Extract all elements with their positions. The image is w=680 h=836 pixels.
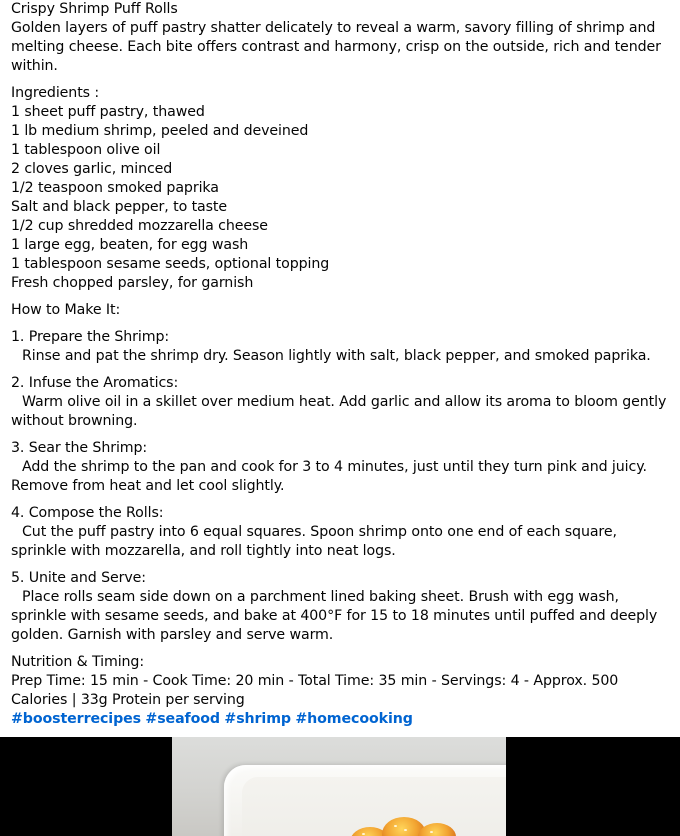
step-title: 4. Compose the Rolls:: [11, 505, 164, 521]
nutrition-section: [11, 653, 668, 710]
ingredients-heading: Ingredients :: [11, 85, 100, 101]
hashtag-link[interactable]: #homecooking: [295, 711, 413, 727]
step-3: [11, 439, 668, 496]
ingredient-item: 1 large egg, beaten, for egg wash: [11, 237, 249, 253]
post-media[interactable]: [0, 737, 680, 836]
ingredient-item: 1/2 teaspoon smoked paprika: [11, 180, 219, 196]
sesame-seed: [430, 831, 433, 833]
hashtag-link[interactable]: #shrimp: [224, 711, 291, 727]
sesame-seed: [394, 825, 397, 827]
step-title: 5. Unite and Serve:: [11, 570, 146, 586]
food-photo[interactable]: [172, 737, 506, 836]
sesame-seed: [404, 829, 407, 831]
step-text: Warm olive oil in a skillet over medium heat. Add garlic and allow its aroma to bloom gently without browning.: [11, 394, 667, 429]
step-4: [11, 504, 668, 561]
baking-dish: [224, 765, 506, 836]
step-title: 1. Prepare the Shrimp:: [11, 329, 170, 345]
hashtag-link[interactable]: #seafood: [145, 711, 220, 727]
step-5: [11, 569, 668, 645]
ingredient-item: Fresh chopped parsley, for garnish: [11, 275, 254, 291]
ingredients-section: [11, 84, 668, 293]
ingredient-item: 1 tablespoon olive oil: [11, 142, 161, 158]
nutrition-text: Prep Time: 15 min - Cook Time: 20 min - Total Time: 35 min - Servings: 4 - Approx. 500 Calories | 33g Protein per serving: [11, 673, 619, 708]
hashtag-link[interactable]: #boosterrecipes: [11, 711, 141, 727]
post-intro: Golden layers of puff pastry shatter delicately to reveal a warm, savory filling of shrimp and melting cheese. Each bite offers contrast and harmony, crisp on the outside, rich and tender within.: [11, 20, 661, 74]
step-1: [11, 328, 668, 366]
post-title: Crispy Shrimp Puff Rolls: [11, 1, 178, 17]
step-title: 2. Infuse the Aromatics:: [11, 375, 179, 391]
ingredient-item: 1 tablespoon sesame seeds, optional topping: [11, 256, 330, 272]
step-title: 3. Sear the Shrimp:: [11, 440, 148, 456]
method-heading-block: [11, 301, 668, 320]
step-text: Rinse and pat the shrimp dry. Season lightly with salt, black pepper, and smoked paprika.: [22, 348, 651, 364]
step-text: Cut the puff pastry into 6 equal squares. Spoon shrimp onto one end of each square, sprinkle with mozzarella, and roll tightly into neat logs.: [11, 524, 617, 559]
ingredient-item: 1/2 cup shredded mozzarella cheese: [11, 218, 268, 234]
step-2: [11, 374, 668, 431]
nutrition-heading: Nutrition & Timing:: [11, 654, 145, 670]
ingredient-item: Salt and black pepper, to taste: [11, 199, 228, 215]
ingredient-item: 1 sheet puff pastry, thawed: [11, 104, 205, 120]
ingredient-item: 1 lb medium shrimp, peeled and deveined: [11, 123, 309, 139]
hashtag-list: [11, 710, 668, 729]
step-text: Place rolls seam side down on a parchment lined baking sheet. Brush with egg wash, sprinkle with sesame seeds, and bake at 400°F for 15 to 18 minutes until puffed and deeply golden. Garnish with parsley and serve warm.: [11, 589, 658, 643]
method-heading: How to Make It:: [11, 302, 121, 318]
ingredient-item: 2 cloves garlic, minced: [11, 161, 173, 177]
step-text: Add the shrimp to the pan and cook for 3 to 4 minutes, just until they turn pink and juicy. Remove from heat and let cool slightly.: [11, 459, 647, 494]
sesame-seed: [362, 833, 365, 835]
